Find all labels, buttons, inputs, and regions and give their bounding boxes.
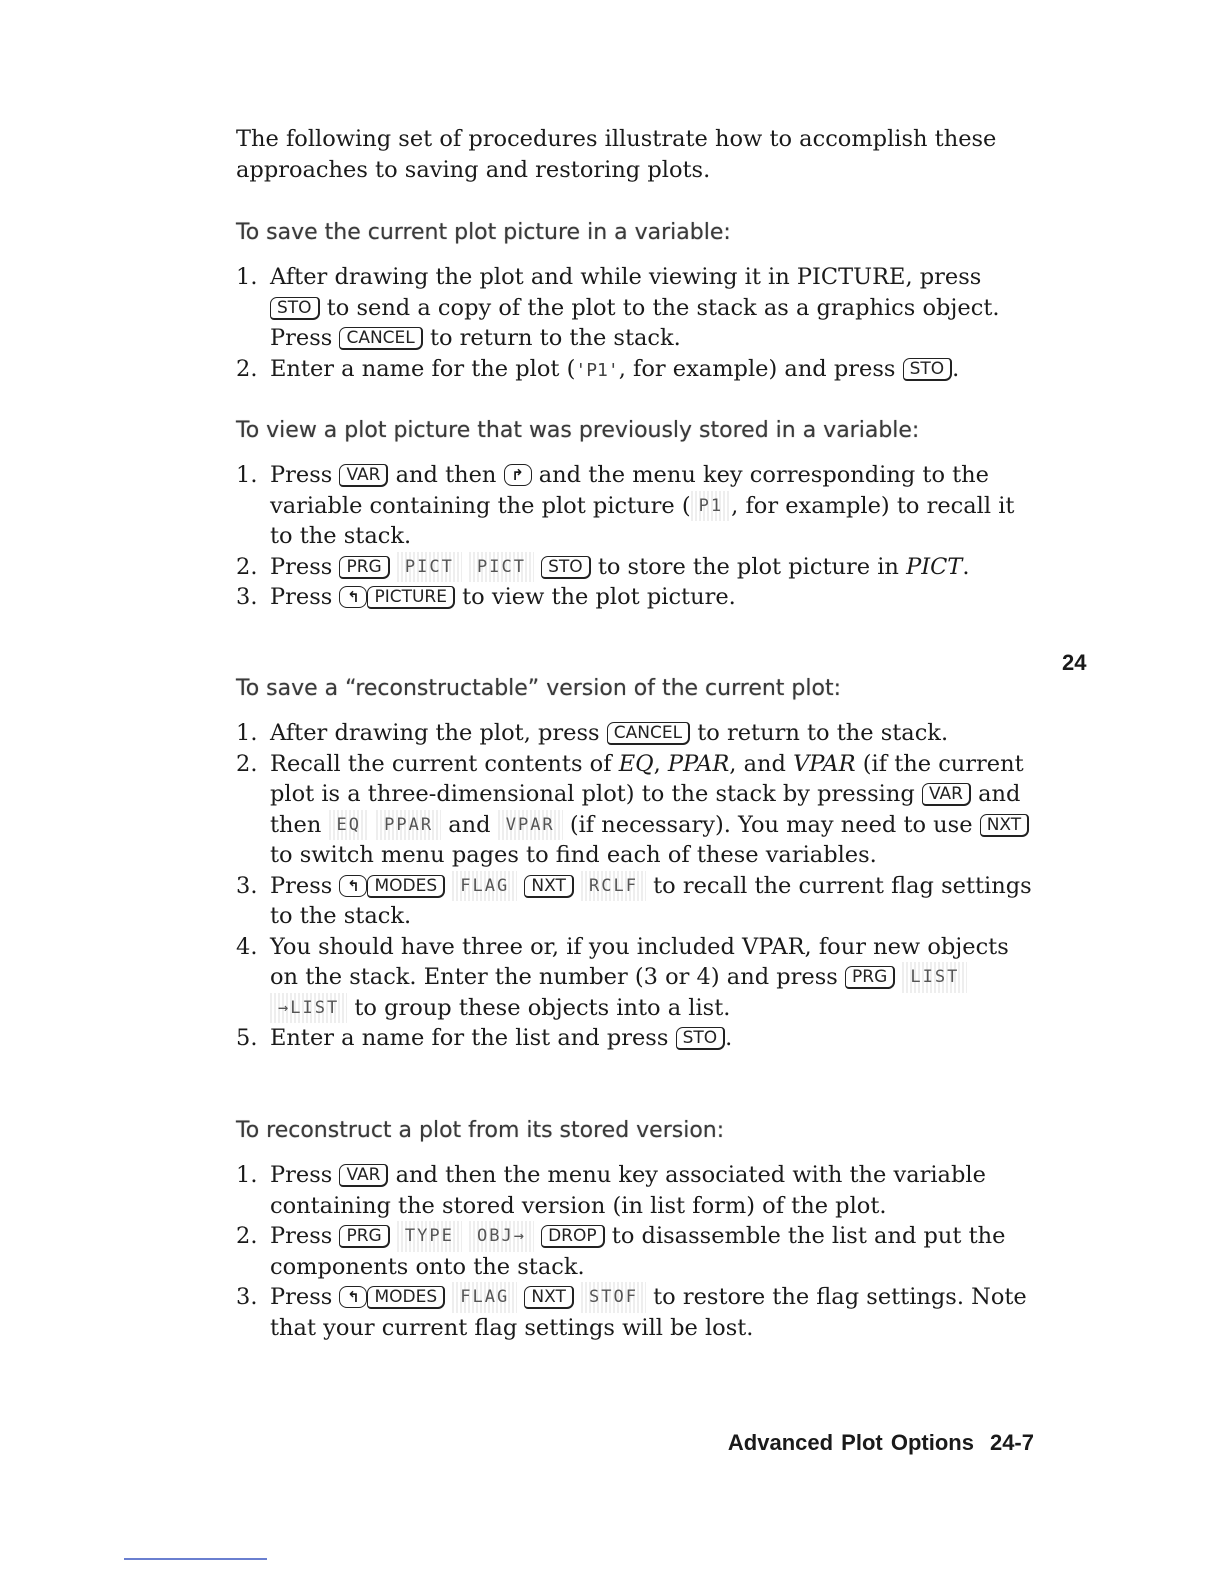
menu-label-pict: PICT [469,552,534,583]
menu-label-ppar: PPAR [376,810,441,841]
variable-name: 'P1' [575,359,619,381]
prg-key: PRG [845,966,895,989]
picture-key: PICTURE [367,586,455,609]
prg-key: PRG [339,1225,389,1248]
variable-name: PICT [906,553,963,580]
step-text: to return to the stack. [429,325,681,351]
chapter-tab: 24 [1062,650,1087,675]
menu-label-vpar: VPAR [498,810,563,841]
step-number: 4. [236,933,258,960]
step-number: 2. [236,355,258,382]
nxt-key: NXT [980,814,1029,837]
sto-key: STO [541,556,591,579]
left-shift-key-icon: ↰ [339,586,367,608]
sto-key: STO [270,297,320,320]
drop-key: DROP [541,1225,605,1248]
step [236,552,1036,583]
section-save-reconstructable [236,674,1036,1054]
variable-name: EQ [618,750,654,777]
step-list [236,262,1036,386]
nxt-key: NXT [524,1286,573,1309]
step-text: Press [270,1284,333,1310]
step-list [236,460,1036,613]
section-heading: To save the current plot picture in a variable: [236,220,731,245]
nxt-key: NXT [524,875,573,898]
step-text: to restore the flag settings. Note that your current flag settings will be lost. [270,1284,1027,1341]
step [236,1023,1036,1054]
step-number: 1. [236,264,258,290]
menu-label-flag: FLAG [452,871,517,902]
section-heading: To save a “reconstructable” version of the current plot: [236,676,841,701]
step-text: Press [270,584,333,610]
menu-label-obj: OBJ→ [469,1221,534,1252]
step [236,1221,1036,1282]
step-text: , for example) and press [618,355,896,382]
step-text: Press [270,1223,333,1249]
step-text: and [448,811,491,838]
step-number: 3. [236,1284,258,1310]
menu-label-to-list: →LIST [270,993,347,1024]
step-text: . [952,355,960,382]
step-text: , for example) to recall it to the stack. [270,492,1015,549]
step [236,1160,1036,1221]
menu-label-pict: PICT [397,552,462,583]
section-heading: To reconstruct a plot from its stored version: [236,1118,725,1143]
step-text: . [725,1025,733,1051]
variable-name: VPAR [793,750,856,777]
modes-key: MODES [367,875,445,898]
step-text: to store the plot picture in [597,553,899,580]
footer-title: Advanced Plot Options [727,1430,974,1455]
step-text: , and [729,750,786,777]
step-number: 3. [236,584,258,610]
step-text: to send a copy of the plot to the stack as a graphics object. Press [270,294,1000,351]
step [236,871,1036,932]
modes-key: MODES [367,1286,445,1309]
step-text: Enter a name for the plot ( [270,355,576,382]
step [236,582,1036,613]
menu-label-type: TYPE [397,1221,462,1252]
prg-key: PRG [339,556,389,579]
step-number: 1. [236,1162,258,1188]
step-text: to switch menu pages to find each of these variables. [270,842,877,868]
left-shift-key-icon: ↰ [339,875,367,897]
sto-key: STO [676,1027,726,1050]
menu-label-p1: P1 [691,491,731,522]
step-text: After drawing the plot and while viewing it in PICTURE, press [270,264,982,290]
step-text: , [653,750,661,777]
right-shift-key-icon: ↱ [504,464,532,486]
var-key: VAR [339,1164,388,1187]
cancel-key: CANCEL [339,327,422,350]
menu-label-flag: FLAG [452,1282,517,1313]
step-text: to return to the stack. [697,720,949,746]
step [236,460,1036,552]
step-text: (if necessary). You may need to use [569,811,973,838]
step-text: Recall the current contents of [270,750,612,777]
step-text: You should have three or, if you included VPAR, four new objects on the stack. Enter the number (3 or 4) and press [270,933,1009,990]
var-key: VAR [922,783,971,806]
intro-paragraph: The following set of procedures illustrate how to accomplish these approaches to saving and restoring plots. [236,126,997,183]
step-text: (if the current plot is a three-dimensional plot) to the stack by pressing [270,750,1024,807]
step [236,749,1036,871]
step-number: 1. [236,462,258,488]
step-text: . [962,553,970,580]
section-save-picture [236,218,1036,386]
menu-label-stof: STOF [581,1282,646,1313]
step-text: and then [270,781,1021,838]
step-list [236,1160,1036,1343]
step-number: 2. [236,1223,258,1249]
menu-label-rclf: RCLF [581,871,646,902]
step-text: to recall the current flag settings to the stack. [270,872,1032,929]
section-reconstruct-plot [236,1116,1036,1343]
step-text: to disassemble the list and put the components onto the stack. [270,1223,1006,1280]
step-number: 3. [236,872,258,899]
variable-name: PPAR [667,750,730,777]
step-number: 2. [236,750,258,777]
page-footer [728,1430,1034,1456]
page-number: 24-7 [989,1430,1034,1455]
sto-key: STO [903,358,953,381]
step-text: and then [395,462,497,488]
step [236,262,1036,354]
step-text: and the menu key corresponding to the variable containing the plot picture ( [270,462,989,519]
step-number: 5. [236,1025,258,1051]
step-number: 1. [236,720,258,746]
step-number: 2. [236,553,258,580]
menu-label-list: LIST [902,962,967,993]
step [236,354,1036,387]
section-heading: To view a plot picture that was previously stored in a variable: [236,418,920,443]
cancel-key: CANCEL [607,722,690,745]
corner-divider [124,1558,267,1560]
step-text: After drawing the plot, press [270,720,600,746]
var-key: VAR [339,464,388,487]
step-text: and then the menu key associated with the variable containing the stored version (in list form) of the plot. [270,1162,986,1219]
menu-label-eq: EQ [329,810,369,841]
step [236,1282,1036,1343]
section-view-picture [236,416,1036,613]
step-text: Press [270,553,333,580]
step-text: Press [270,1162,333,1188]
step-text: to view the plot picture. [462,584,736,610]
step-text: Press [270,462,333,488]
step-text: to group these objects into a list. [354,994,731,1021]
step-list [236,718,1036,1054]
left-shift-key-icon: ↰ [339,1286,367,1308]
step [236,718,1036,749]
step [236,932,1036,1024]
step-text: Press [270,872,333,899]
step-text: Enter a name for the list and press [270,1025,669,1051]
